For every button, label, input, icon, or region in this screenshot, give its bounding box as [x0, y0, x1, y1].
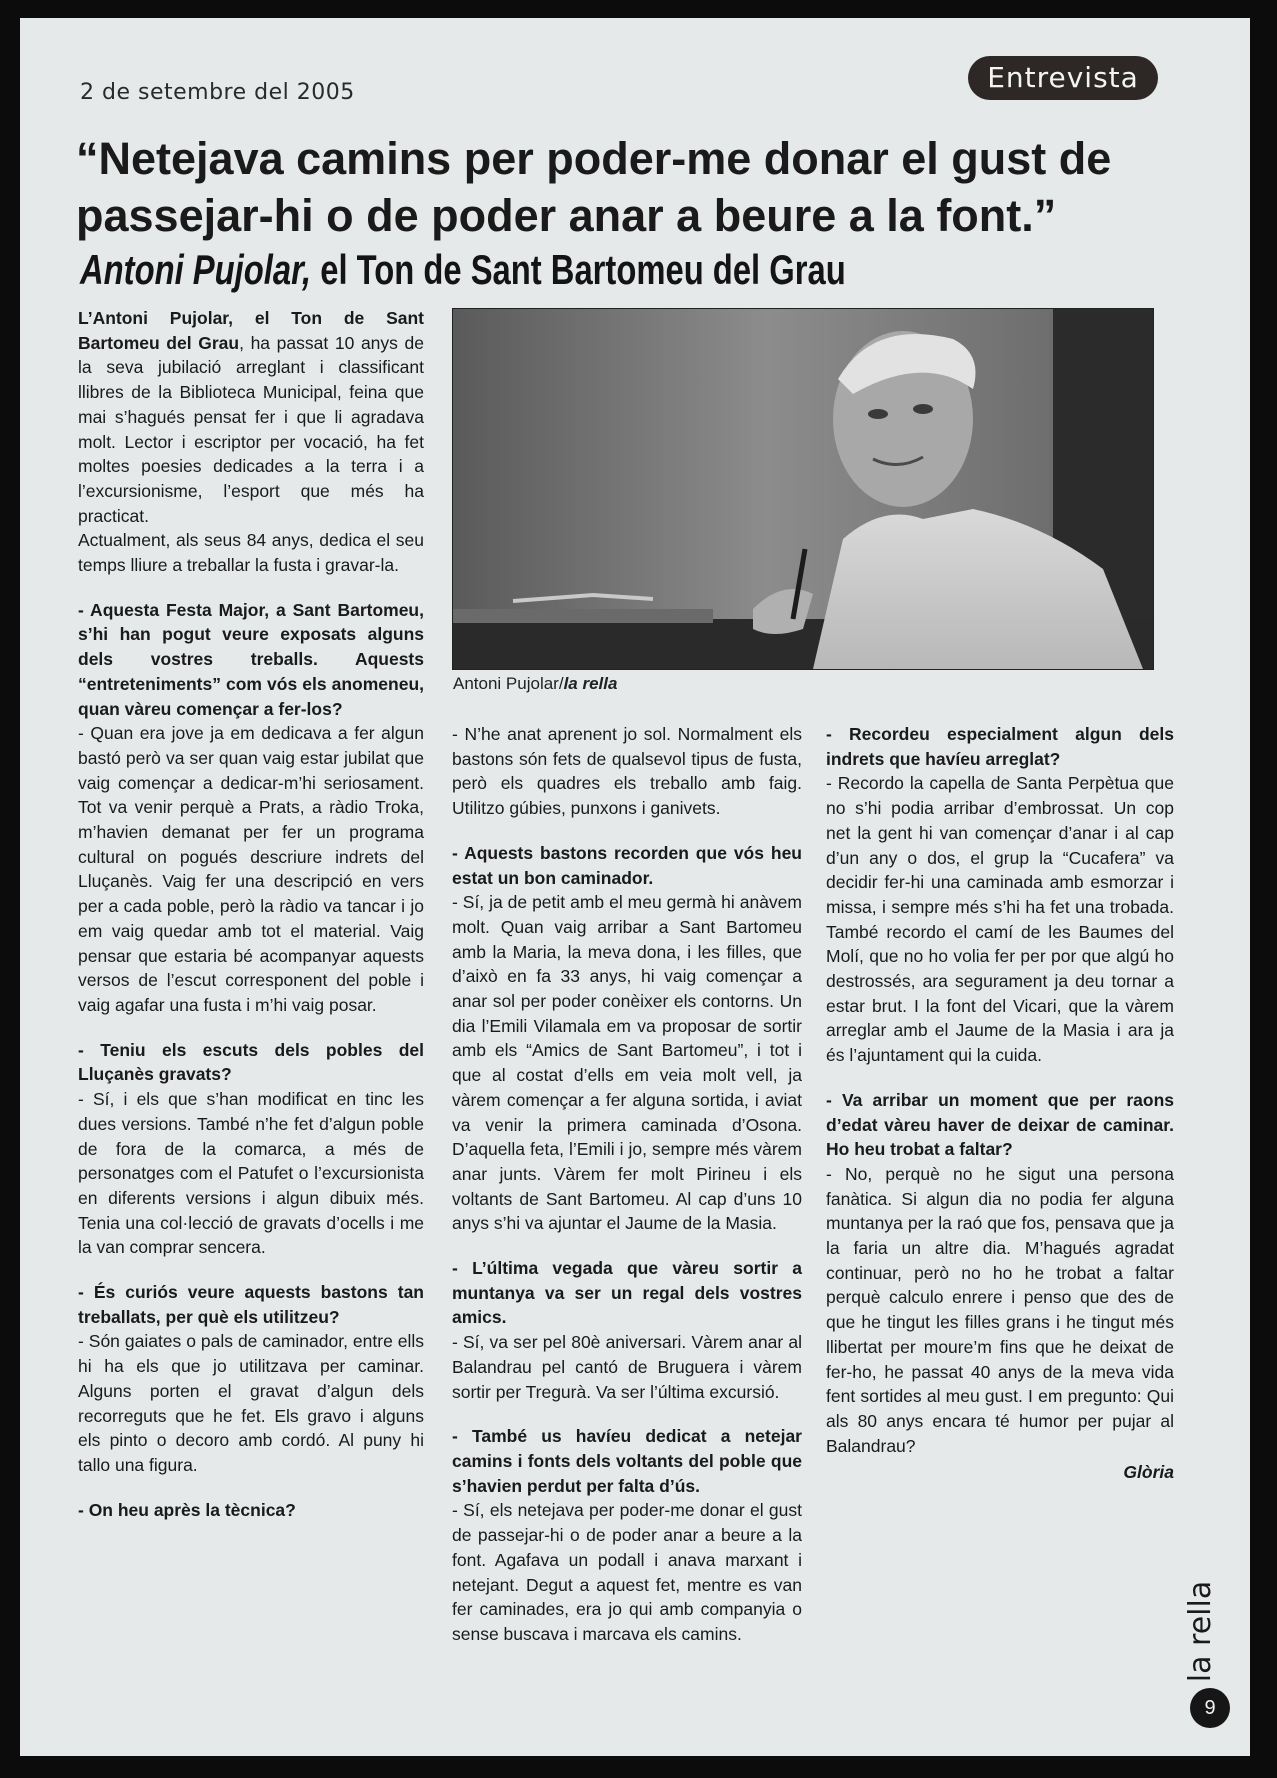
article-column-3 [826, 722, 1174, 1485]
caption-name: Antoni Pujolar/ [453, 674, 564, 693]
question: - És curiós veure aquests bastons tan treballats, per què els utilitzeu? [78, 1282, 424, 1327]
answer: - N’he anat aprenent jo sol. Normalment els bastons són fets de qualsevol tipus de fusta, però els quadres els treballo amb faig. Utilitzo gúbies, punxons i ganivets. [452, 724, 802, 819]
lead-bold: L’Antoni Pujolar, el Ton de Sant Bartomeu del Grau [78, 308, 424, 353]
photo-caption [453, 674, 617, 694]
lead-paragraph [78, 306, 424, 528]
answer: - Són gaiates o pals de caminador, entre ells hi ha els que jo utilitzava per caminar. Alguns porten el gravat d’algun dels recorreguts que he fet. Els gravo i alguns els pinto o decoro amb cordó. Al puny hi tallo una figura. [78, 1331, 424, 1475]
question: - Aquesta Festa Major, a Sant Bartomeu, s’hi han pogut veure exposats alguns dels vostres treballs. Aquests “entreteniments” com vós els anomeneu, quan vàreu començar a fer-los? [78, 599, 424, 719]
subheadline [80, 246, 846, 294]
question: - On heu après la tècnica? [78, 1499, 296, 1520]
article-column-1 [78, 306, 424, 1522]
lead-rest: , ha passat 10 anys de la seva jubilació arreglant i classificant llibres de la Biblioteca Municipal, feina que mai s’hagués pensat fer i que li agradava molt. Lector i escriptor per vocació, ha fet moltes poesies dedicades a la terra i a l’excursionisme, l’esport que més ha practicat. [78, 332, 424, 526]
magazine-page [20, 18, 1250, 1756]
portrait-illustration [453, 309, 1153, 669]
magazine-brand [1183, 1578, 1219, 1683]
page-number: 9 [1190, 1688, 1230, 1728]
question: - També us havíeu dedicat a netejar camins i fonts dels voltants del poble que s’havien perdut per falta d’ús. [452, 1426, 802, 1496]
article-column-2 [452, 722, 802, 1647]
lead-paragraph-2: Actualment, als seus 84 anys, dedica el seu temps lliure a treballar la fusta i gravar-la. [78, 530, 424, 576]
answer: - Recordo la capella de Santa Perpètua que no s’hi podia arribar d’embrossat. Un cop net la gent hi van començar d’anar i al cap d’un any o dos, el grup la “Cucafera” va decidir fer-hi una caminada amb esmorzar i missa, i sempre més s’hi ha fet una trobada. També recordo el camí de les Baumes del Molí, que no ho volia fer per por que algú ho destrossés, ara segurament ja deu tornar a estar brut. I la font del Vicari, que la vàrem arreglar amb el Jaume de la Masia i ara ja és l’ajuntament qui la cuida. [826, 773, 1174, 1066]
question: - Recordeu especialment algun dels indrets que havíeu arreglat? [826, 724, 1174, 769]
magazine-brand-text: la rella [1183, 1580, 1219, 1683]
answer: - No, perquè no he sigut una persona fanàtica. Si algun dia no podia fer alguna muntanya per la raó que fos, pensava que ja la faria un altre dia. M’hagués agradat continuar, però no ho he trobat a faltar perquè calculo enrere i penso que des de que he tingut les filles grans i he tingut més llibertat per moure’m fins que he deixat de fer-ho, he passat 40 anys de la meva vida fent sortides al meu gust. I em pregunto: Qui als 80 anys encara té humor per pujar al Balandrau? [826, 1163, 1174, 1456]
question: - Teniu els escuts dels pobles del Lluçanès gravats? [78, 1039, 424, 1085]
question: - Aquests bastons recorden que vós heu estat un bon caminador. [452, 842, 802, 888]
answer: - Sí, va ser pel 80è aniversari. Vàrem anar al Balandrau pel cantó de Bruguera i vàrem sortir per Tregurà. Va ser l’última excursió. [452, 1332, 802, 1402]
answer: - Quan era jove ja em dedicava a fer algun bastó però va ser quan vaig estar jubilat que vaig començar a dedicar-m’hi seriosament. Tot va venir perquè a Prats, a ràdio Troka, m’havien demanat per fer un programa cultural on pogués descriure indrets del Lluçanès. Vaig fer una descripció en vers per a cada poble, però la ràdio va tancar i jo em vaig quedar amb tot el material. Vaig pensar que estaria bé acompanyar aquests versos de l’escut corresponent del poble i vaig agafar una fusta i m’hi vaig posar. [78, 723, 424, 1015]
question: - Va arribar un moment que per raons d’edat vàreu haver de deixar de caminar. Ho heu trobat a faltar? [826, 1089, 1174, 1160]
answer: - Sí, i els que s’han modificat en tinc les dues versions. També n’he fet d’algun poble de fora de la comarca, a més de personatges com el Patufet o l’excursionista en diferents versions i algun dibuix més. Tenia una col·lecció de gravats d’ocells i me la van comprar sencera. [78, 1089, 424, 1258]
author-signature: Glòria [1123, 1462, 1174, 1483]
headline: “Netejava camins per poder-me donar el gust de passejar-hi o de poder anar a beure a la font.” [76, 133, 1112, 241]
answer: - Sí, ja de petit amb el meu germà hi anàvem molt. Quan vaig arribar a Sant Bartomeu amb la Maria, la meva dona, i les filles, que d’això en fa 33 anys, hi vaig començar a anar sol per poder conèixer els contorns. Un dia l’Emili Vilamala em va proposar de sortir amb els “Amics de Sant Bartomeu”, i tot i que al costat d’ells em veia molt vell, ja vàrem començar a fer alguna sortida, i aviat va venir la primera caminada d’Osona. D’aquella feta, l’Emili i jo, sempre més vàrem anar junts. Vàrem fer molt Pirineu i els voltants de Sant Bartomeu. Al cap d’uns 10 anys s’hi va ajuntar el Jaume de la Masia. [452, 892, 802, 1234]
section-badge: Entrevista [968, 56, 1158, 100]
portrait-photo [452, 308, 1154, 670]
caption-source: la rella [563, 674, 618, 693]
answer: - Sí, els netejava per poder-me donar el gust de passejar-hi o de poder anar a beure a la font. Agafava un podall i anava marxant i netejant. Degut a aquest fet, mentre es van fer caminades, era jo qui amb companyia o sense buscava i marcava els camins. [452, 1500, 802, 1644]
question: - L’última vegada que vàreu sortir a muntanya va ser un regal dels vostres amics. [452, 1258, 802, 1328]
subhead-rest: el Ton de Sant Bartomeu del Grau [311, 246, 846, 293]
subhead-name: Antoni Pujolar, [80, 246, 312, 293]
issue-date: 2 de setembre del 2005 [80, 80, 355, 105]
